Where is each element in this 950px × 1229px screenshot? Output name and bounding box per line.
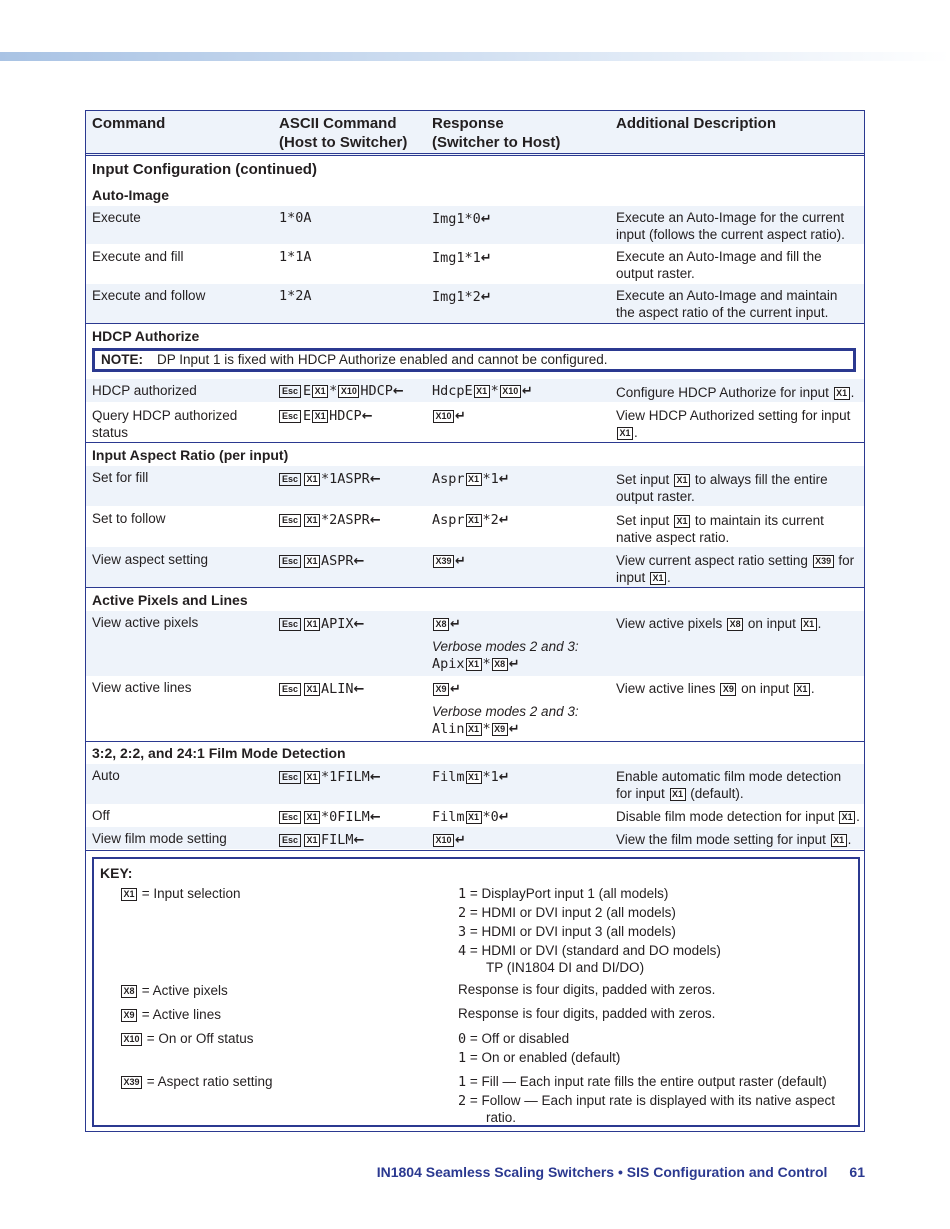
resp-set-fill: Aspr X1 *1↵ bbox=[432, 471, 510, 487]
enter-icon: ↵ bbox=[455, 409, 466, 424]
arrow-icon: ← bbox=[369, 770, 381, 785]
cmd-execute-fill: Execute and fill bbox=[92, 249, 184, 264]
arrow-icon: ← bbox=[353, 682, 365, 697]
enter-icon: ↵ bbox=[450, 617, 461, 632]
cmd-film-off: Off bbox=[92, 808, 110, 823]
subsection-hdcp: HDCP Authorize bbox=[92, 328, 200, 344]
subsection-auto-image: Auto-Image bbox=[92, 187, 169, 203]
page-footer bbox=[377, 1164, 865, 1180]
desc-view-active-lines: View active lines X9 on input X1 . bbox=[616, 681, 815, 696]
desc-film-off: Disable film mode detection for input X1 . bbox=[616, 809, 860, 824]
resp-execute: Img1*0↵ bbox=[432, 211, 492, 227]
arrow-icon: ← bbox=[361, 409, 373, 424]
resp-film-off: Film X1 *0↵ bbox=[432, 809, 510, 825]
verbose-label-pixels: Verbose modes 2 and 3: bbox=[432, 639, 579, 654]
enter-icon: ↵ bbox=[508, 722, 520, 737]
cmd-view-active-lines: View active lines bbox=[92, 680, 192, 695]
ascii-film-auto: Esc X1 *1FILM← bbox=[279, 769, 381, 786]
desc-view-aspect: View current aspect ratio setting X39 for input X1 . bbox=[616, 553, 855, 585]
enter-icon: ↵ bbox=[498, 472, 510, 487]
key-x39-value-1: 1 = Fill — Each input rate fills the entire output raster (default) bbox=[458, 1074, 827, 1090]
ascii-film-off: Esc X1 *0FILM← bbox=[279, 809, 381, 826]
header-ascii: ASCII Command (Host to Switcher) bbox=[279, 115, 408, 151]
top-gradient-bar bbox=[0, 52, 950, 61]
arrow-icon: ← bbox=[392, 384, 404, 399]
row-divider bbox=[86, 587, 864, 588]
key-x10-label: X10 = On or Off status bbox=[120, 1030, 253, 1047]
key-x1-value-3: 3 = HDMI or DVI input 3 (all models) bbox=[458, 924, 676, 940]
resp-view-aspect: X39 ↵ bbox=[432, 553, 466, 570]
arrow-icon: ← bbox=[369, 513, 381, 528]
ascii-hdcp-authorized: Esc E X1 * X10 HDCP← bbox=[279, 383, 404, 400]
subsection-aspect-ratio: Input Aspect Ratio (per input) bbox=[92, 447, 289, 463]
row-divider bbox=[86, 442, 864, 443]
key-x39-label: X39 = Aspect ratio setting bbox=[120, 1073, 272, 1090]
resp-verbose-pixels: Apix X1 * X8 ↵ bbox=[432, 656, 520, 672]
cmd-set-fill: Set for fill bbox=[92, 470, 149, 485]
resp-execute-follow: Img1*2↵ bbox=[432, 289, 492, 305]
key-x1-value-4: 4 = HDMI or DVI (standard and DO models) bbox=[458, 943, 721, 959]
arrow-icon: ← bbox=[353, 554, 365, 569]
footer-title: IN1804 Seamless Scaling Switchers • SIS Configuration and Control bbox=[376, 1164, 828, 1180]
row-divider bbox=[86, 323, 864, 324]
resp-verbose-lines: Alin X1 * X9 ↵ bbox=[432, 721, 520, 737]
enter-icon: ↵ bbox=[480, 251, 492, 266]
ascii-query-hdcp: Esc E X1 HDCP← bbox=[279, 408, 373, 425]
key-x9-value: Response is four digits, padded with zeros. bbox=[458, 1006, 716, 1021]
desc-query-hdcp: View HDCP Authorized setting for input X1 . bbox=[616, 408, 851, 440]
key-x39-extra: ratio. bbox=[486, 1110, 517, 1125]
key-x1-value-2: 2 = HDMI or DVI input 2 (all models) bbox=[458, 905, 676, 921]
arrow-icon: ← bbox=[353, 617, 365, 632]
desc-view-active-pixels: View active pixels X8 on input X1 . bbox=[616, 616, 822, 631]
command-table bbox=[85, 110, 865, 1132]
cmd-film-auto: Auto bbox=[92, 768, 120, 783]
desc-execute-fill: Execute an Auto-Image and fill the output raster. bbox=[616, 249, 822, 281]
ascii-set-follow: Esc X1 *2ASPR← bbox=[279, 512, 381, 529]
key-x9-label: X9 = Active lines bbox=[120, 1006, 221, 1023]
note-box bbox=[92, 348, 856, 372]
key-x8-label: X8 = Active pixels bbox=[120, 982, 228, 999]
cmd-view-aspect: View aspect setting bbox=[92, 552, 209, 567]
header-response: Response (Switcher to Host) bbox=[432, 115, 561, 151]
ascii-set-fill: Esc X1 *1ASPR← bbox=[279, 471, 381, 488]
resp-film-view: X10 ↵ bbox=[432, 832, 466, 849]
ascii-view-active-pixels: Esc X1 APIX← bbox=[279, 616, 364, 633]
row-divider bbox=[86, 850, 864, 851]
desc-film-view: View the film mode setting for input X1 . bbox=[616, 832, 852, 847]
resp-set-follow: Aspr X1 *2↵ bbox=[432, 512, 510, 528]
key-x1-extra: TP (IN1804 DI and DI/DO) bbox=[486, 960, 645, 975]
cmd-hdcp-authorized: HDCP authorized bbox=[92, 383, 197, 398]
key-x1-value-1: 1 = DisplayPort input 1 (all models) bbox=[458, 886, 669, 902]
resp-query-hdcp: X10 ↵ bbox=[432, 408, 466, 425]
ascii-execute-fill: 1*1A bbox=[279, 249, 312, 265]
cmd-film-view: View film mode setting bbox=[92, 831, 227, 846]
header-command: Command bbox=[92, 115, 166, 132]
enter-icon: ↵ bbox=[498, 770, 510, 785]
note-text: DP Input 1 is fixed with HDCP Authorize enabled and cannot be configured. bbox=[157, 352, 608, 367]
enter-icon: ↵ bbox=[508, 657, 520, 672]
row-divider bbox=[86, 741, 864, 742]
enter-icon: ↵ bbox=[480, 212, 492, 227]
desc-execute: Execute an Auto-Image for the current input (follows the current aspect ratio). bbox=[616, 210, 845, 242]
page-number: 61 bbox=[849, 1164, 865, 1180]
resp-execute-fill: Img1*1↵ bbox=[432, 250, 492, 266]
note-label: NOTE: bbox=[101, 352, 143, 367]
subsection-film-mode: 3:2, 2:2, and 24:1 Film Mode Detection bbox=[92, 745, 346, 761]
ascii-execute-follow: 1*2A bbox=[279, 288, 312, 304]
enter-icon: ↵ bbox=[450, 682, 461, 697]
resp-view-active-lines: X9 ↵ bbox=[432, 681, 461, 698]
key-x1-label: X1 = Input selection bbox=[120, 885, 240, 902]
key-x10-value-1: 0 = Off or disabled bbox=[458, 1031, 570, 1047]
verbose-label-lines: Verbose modes 2 and 3: bbox=[432, 704, 579, 719]
ascii-execute: 1*0A bbox=[279, 210, 312, 226]
cmd-execute-follow: Execute and follow bbox=[92, 288, 206, 303]
arrow-icon: ← bbox=[353, 833, 365, 848]
desc-set-follow: Set input X1 to maintain its current native aspect ratio. bbox=[616, 513, 824, 545]
enter-icon: ↵ bbox=[455, 554, 466, 569]
key-title: KEY: bbox=[100, 865, 133, 881]
cmd-view-active-pixels: View active pixels bbox=[92, 615, 199, 630]
subsection-active-pixels: Active Pixels and Lines bbox=[92, 592, 248, 608]
arrow-icon: ← bbox=[369, 472, 381, 487]
resp-view-active-pixels: X8 ↵ bbox=[432, 616, 461, 633]
desc-execute-follow: Execute an Auto-Image and maintain the aspect ratio of the current input. bbox=[616, 288, 838, 320]
desc-hdcp-authorized: Configure HDCP Authorize for input X1 . bbox=[616, 385, 855, 400]
arrow-icon: ← bbox=[369, 810, 381, 825]
key-box bbox=[92, 857, 860, 1127]
cmd-set-follow: Set to follow bbox=[92, 511, 166, 526]
resp-film-auto: Film X1 *1↵ bbox=[432, 769, 510, 785]
key-x8-value: Response is four digits, padded with zeros. bbox=[458, 982, 716, 997]
section-input-configuration: Input Configuration (continued) bbox=[92, 161, 317, 178]
cmd-execute: Execute bbox=[92, 210, 141, 225]
ascii-view-active-lines: Esc X1 ALIN← bbox=[279, 681, 364, 698]
header-description: Additional Description bbox=[616, 115, 777, 132]
cmd-query-hdcp: Query HDCP authorized status bbox=[92, 408, 238, 440]
enter-icon: ↵ bbox=[480, 290, 492, 305]
desc-film-auto: Enable automatic film mode detection for input X1 (default). bbox=[616, 769, 842, 801]
enter-icon: ↵ bbox=[498, 513, 510, 528]
enter-icon: ↵ bbox=[521, 384, 533, 399]
table-header bbox=[86, 111, 864, 156]
enter-icon: ↵ bbox=[498, 810, 510, 825]
ascii-film-view: Esc X1 FILM← bbox=[279, 832, 364, 849]
desc-set-fill: Set input X1 to always fill the entire output raster. bbox=[616, 472, 828, 504]
key-x39-value-2: 2 = Follow — Each input rate is displayed with its native aspect bbox=[458, 1093, 835, 1109]
key-x10-value-2: 1 = On or enabled (default) bbox=[458, 1050, 621, 1066]
ascii-view-aspect: Esc X1 ASPR← bbox=[279, 553, 364, 570]
resp-hdcp-authorized: HdcpE X1 * X10 ↵ bbox=[432, 383, 533, 399]
enter-icon: ↵ bbox=[455, 833, 466, 848]
